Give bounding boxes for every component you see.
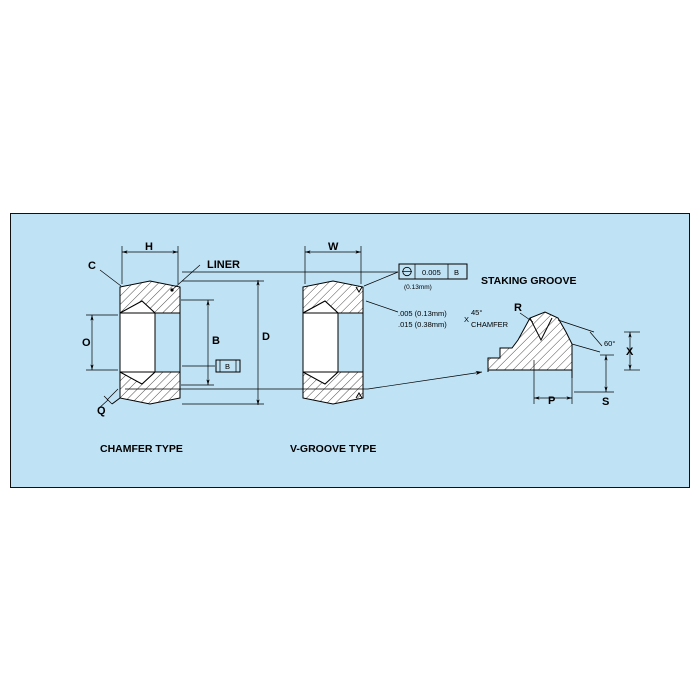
label-liner: LINER [207, 259, 240, 271]
chamfer-note-mult: X [464, 315, 470, 324]
v-groove-type-bearing [303, 281, 363, 404]
chamfer-note-label: CHAMFER [471, 320, 509, 329]
flatness-metric: (0.13mm) [404, 284, 432, 291]
label-x: X [626, 346, 634, 358]
liner-leader [170, 265, 200, 292]
label-c: C [88, 260, 96, 272]
dim-s [574, 355, 614, 392]
label-d: D [262, 331, 270, 343]
label-s: S [602, 396, 610, 408]
dim-o [86, 315, 118, 370]
flatness-datum-b: B [454, 268, 460, 277]
chamfer-note-line2: .015 (0.38mm) [398, 320, 447, 329]
chamfer-note-angle: 45° [471, 308, 483, 317]
label-o: O [82, 337, 91, 349]
label-b: B [212, 335, 220, 347]
dim-d [182, 280, 264, 405]
chamfer-note-leader [366, 301, 398, 312]
datum-b-flag [182, 360, 240, 372]
caption-staking-groove: STAKING GROOVE [481, 275, 577, 287]
caption-chamfer-type: CHAMFER TYPE [100, 443, 183, 455]
chamfer-type-bearing [104, 281, 180, 404]
label-60-degrees: 60° [604, 339, 616, 348]
caption-v-groove-type: V-GROOVE TYPE [290, 443, 377, 455]
label-p: P [548, 395, 556, 407]
flatness-leader [182, 272, 398, 286]
chamfer-note-line1: .005 (0.13mm) [398, 309, 447, 318]
dim-b [181, 300, 214, 385]
flatness-value: 0.005 [422, 268, 441, 277]
label-h: H [145, 241, 153, 253]
label-q: Q [97, 405, 106, 417]
datum-b-flag-label: B [225, 362, 231, 371]
label-r: R [514, 302, 522, 314]
label-w: W [328, 241, 339, 253]
c-leader [100, 270, 121, 286]
